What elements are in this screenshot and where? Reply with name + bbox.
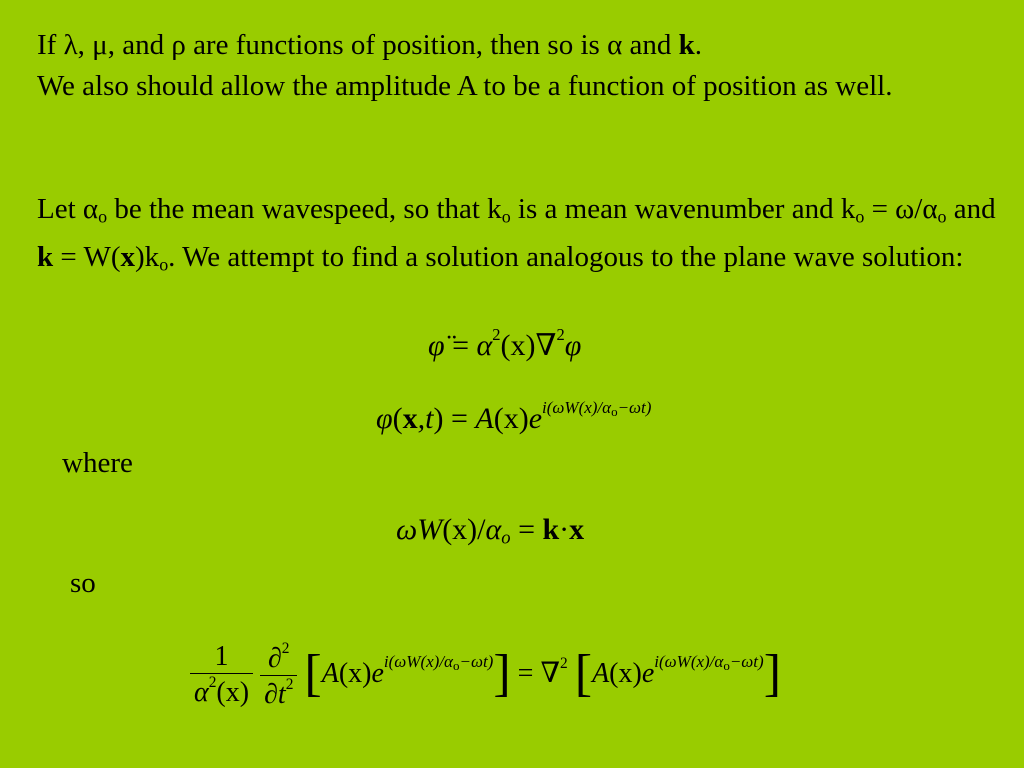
numerator: 1: [214, 641, 229, 673]
alpha-symbol: α: [607, 29, 623, 61]
subscript-o: o: [855, 206, 865, 227]
text: . We attempt to find a solution analogous to the plane wave solution:: [168, 241, 964, 274]
x-argument: (x): [493, 402, 529, 435]
x-vector: x: [569, 513, 585, 546]
alpha-symbol: α: [485, 513, 502, 546]
partial-t: ∂t: [264, 678, 286, 710]
wave-equation: [428, 325, 581, 363]
paren: (: [392, 402, 403, 435]
phi-symbol: φ: [564, 328, 582, 362]
x-argument: (x): [609, 657, 642, 689]
numerator: [260, 640, 297, 675]
paren: ): [433, 402, 444, 435]
amplitude-A: A: [321, 657, 339, 689]
phase-definition-equation: [396, 513, 584, 550]
x-argument: (x): [338, 657, 372, 689]
text: )k: [135, 241, 160, 274]
nabla-symbol: ∇: [540, 657, 561, 689]
text: and: [622, 29, 679, 61]
x-vector: x: [402, 402, 418, 435]
equals-sign: =: [510, 513, 543, 546]
alpha-symbol: α: [82, 193, 99, 225]
exponent-2: 2: [281, 640, 290, 657]
exponent-text: −ωt): [459, 651, 494, 671]
subscript-o: o: [937, 206, 947, 227]
exponent-2: 2: [492, 325, 501, 344]
subscript-o: o: [501, 206, 511, 227]
equals-sign: =: [510, 657, 541, 689]
so-label: so: [70, 567, 96, 599]
right-bracket: ]: [493, 644, 511, 702]
exponent: [384, 652, 493, 671]
k-vector: k: [678, 29, 695, 61]
partial-symbol: ∂: [267, 642, 282, 674]
exponent-2: 2: [208, 674, 217, 692]
phi-symbol: φ: [376, 402, 393, 435]
left-bracket: [: [574, 644, 593, 702]
text: are functions of position, then so is: [185, 29, 608, 61]
subscript-o: o: [611, 404, 618, 419]
alpha-symbol: α: [922, 193, 938, 225]
text: , and: [107, 29, 172, 61]
text: ,: [77, 29, 93, 61]
k-vector: k: [37, 241, 54, 274]
subscript-o: o: [501, 527, 511, 549]
substituted-equation: [190, 640, 781, 711]
exponent-2: 2: [285, 675, 294, 693]
x-vector: x: [120, 241, 136, 274]
left-bracket: [: [304, 644, 322, 702]
alpha-symbol: α: [476, 328, 493, 362]
subscript-o: o: [159, 254, 169, 275]
subscript-o: o: [98, 206, 108, 227]
exponent-2: 2: [560, 654, 568, 672]
denominator: [190, 673, 253, 709]
exponent-text: −ωt): [729, 651, 764, 671]
t-variable: ,t: [417, 402, 434, 435]
omega-symbol: ω: [396, 513, 418, 546]
nabla-symbol: ∇: [535, 328, 557, 362]
exponent-text: −ωt): [617, 398, 652, 417]
solution-equation: [376, 398, 651, 436]
exponent-2: 2: [556, 325, 565, 344]
amplitude-sentence: We also should allow the amplitude A to be a function of position as well.: [37, 70, 893, 102]
exponential-e: e: [371, 657, 384, 689]
x-argument: (x): [500, 328, 536, 362]
exponent-text: i(ωW(x)/α: [383, 651, 453, 671]
text: and: [946, 193, 996, 225]
subscript-o: o: [452, 657, 460, 673]
k-vector: k: [542, 513, 560, 546]
right-bracket: ]: [763, 644, 782, 702]
where-label: where: [62, 447, 133, 479]
text: = W(: [53, 241, 121, 274]
denominator: [260, 675, 297, 711]
mean-wavespeed-paragraph: [37, 189, 997, 286]
W-function: W: [417, 513, 443, 546]
equals-sign: =: [444, 328, 477, 362]
exponent: [654, 652, 763, 671]
exponential-e: e: [528, 402, 543, 435]
text: = ω/: [864, 193, 923, 225]
phi-double-dot: φ̈: [428, 328, 445, 362]
intro-paragraph: [37, 25, 997, 107]
exponent: [542, 398, 651, 417]
alpha-symbol: α: [194, 677, 209, 709]
subscript-o: o: [723, 657, 730, 673]
inverse-alpha-squared-fraction: [190, 641, 253, 709]
text: Let: [37, 193, 83, 225]
text: be the mean wavespeed, so that k: [107, 193, 502, 225]
lambda-symbol: λ: [63, 29, 78, 61]
text: is a mean wavenumber and k: [510, 193, 856, 225]
dot-product: ·: [559, 513, 570, 546]
text: .: [694, 29, 703, 61]
equals-sign: =: [443, 402, 476, 435]
exponent-text: i(ωW(x)/α: [542, 398, 612, 417]
mu-symbol: μ: [92, 29, 108, 61]
amplitude-A: A: [592, 657, 610, 689]
amplitude-A: A: [475, 402, 494, 435]
rho-symbol: ρ: [171, 29, 186, 61]
text: If: [37, 29, 64, 61]
second-time-derivative-fraction: [260, 640, 297, 711]
slash: /: [477, 513, 486, 546]
exponential-e: e: [641, 657, 655, 689]
x-argument: (x): [216, 677, 250, 709]
exponent-text: i(ωW(x)/α: [654, 651, 724, 671]
x-argument: (x): [442, 513, 478, 546]
